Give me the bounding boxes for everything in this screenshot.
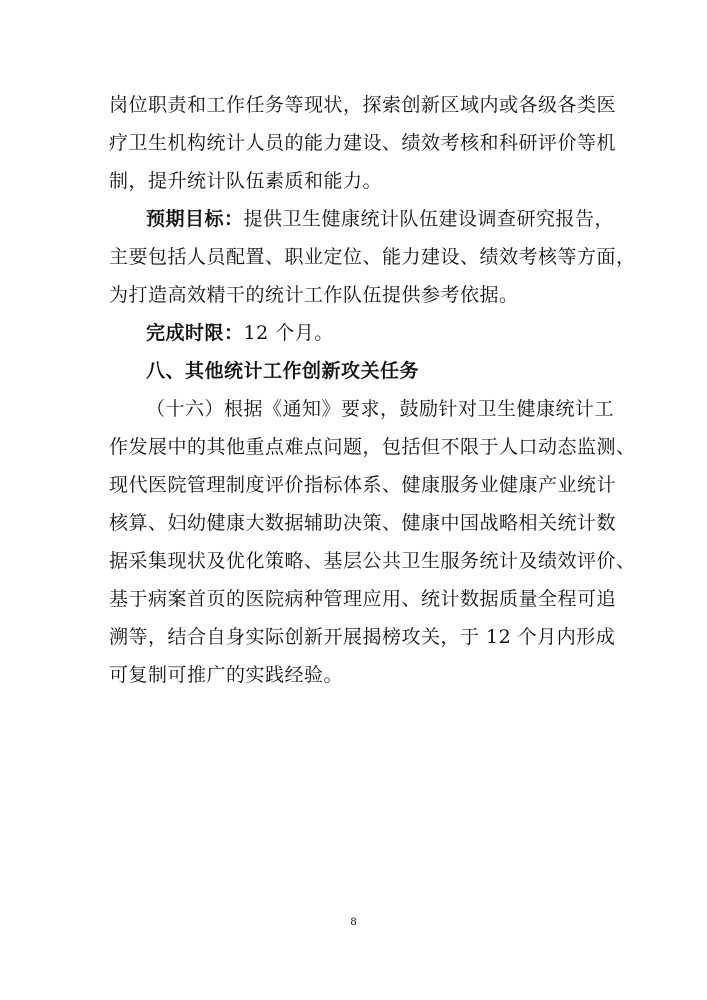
deadline-line	[146, 321, 666, 345]
deadline-value: 12 个月。	[243, 322, 334, 344]
body-text-line: 溯等，结合自身实际创新开展揭榜攻关，于 12 个月内形成	[109, 626, 616, 648]
body-text-line: （十六）根据《通知》要求，鼓励针对卫生健康统计工	[146, 398, 615, 420]
expected-goal-line	[146, 207, 666, 231]
body-text-line: 可复制可推广的实践经验。	[109, 664, 344, 686]
body-text-line: 疗卫生机构统计人员的能力建设、绩效考核和科研评价等机	[109, 132, 617, 154]
body-text-line: 主要包括人员配置、职业定位、能力建设、绩效考核等方面，	[109, 246, 636, 268]
body-text-line: 为打造高效精干的统计工作队伍提供参考依据。	[109, 284, 519, 306]
deadline-label: 完成时限：	[146, 322, 244, 344]
body-text-line: 据采集现状及优化策略、基层公共卫生服务统计及绩效评价、	[109, 550, 636, 572]
body-text-line: 制，提升统计队伍素质和能力。	[109, 170, 383, 192]
body-text-line: 现代医院管理制度评价指标体系、健康服务业健康产业统计	[109, 474, 617, 496]
body-text-line: 基于病案首页的医院病种管理应用、统计数据质量全程可追	[109, 588, 617, 610]
section-heading: 八、其他统计工作创新攻关任务	[146, 360, 420, 382]
expected-goal-text: 提供卫生健康统计队伍建设调查研究报告，	[243, 208, 615, 230]
expected-goal-label: 预期目标：	[146, 208, 244, 230]
page-number: 8	[350, 914, 357, 928]
body-text-line: 核算、妇幼健康大数据辅助决策、健康中国战略相关统计数	[109, 512, 617, 534]
body-text-line: 岗位职责和工作任务等现状，探索创新区域内或各级各类医	[109, 94, 617, 116]
body-text-line: 作发展中的其他重点难点问题，包括但不限于人口动态监测、	[109, 436, 636, 458]
